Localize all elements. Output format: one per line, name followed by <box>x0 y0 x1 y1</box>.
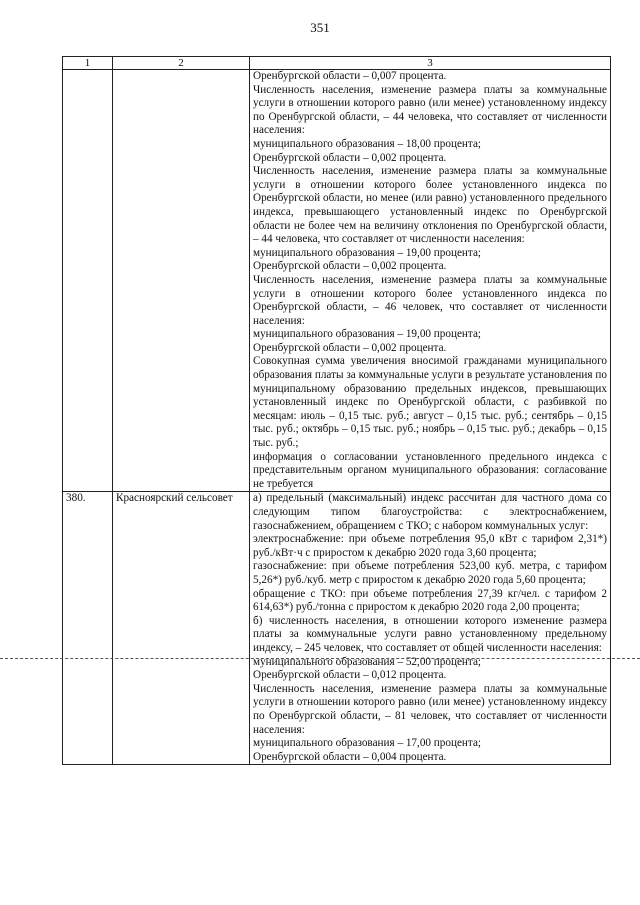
content-line: б) численность населения, в отношении которого изменение размера платы за коммунальные услуги равно установленному предельному индексу, – 245 человек, что составляет от общей численности населения: <box>253 614 607 654</box>
row-number-cell <box>63 70 113 492</box>
content-line: обращение с ТКО: при объеме потребления 27,39 кг/чел. с тарифом 2 614,63*) руб./тонна с приростом к декабрю 2020 года 2,00 процента; <box>253 587 607 614</box>
content-line: Оренбургской области – 0,007 процента. <box>253 70 447 82</box>
content-line: Численность населения, изменение размера платы за коммунальные услуги в отношении которого равно (или менее) установленному индексу по Оренбургской области, – 81 человек, что составляет от численности населения: <box>253 682 607 736</box>
header-col-2: 2 <box>113 57 250 70</box>
content-line: муниципального образования – 18,00 процента; <box>253 137 482 150</box>
content-line: муниципального образования – 17,00 процента; <box>253 737 482 750</box>
row-name-cell: Красноярский сельсовет <box>113 492 250 765</box>
header-row <box>63 57 611 70</box>
content-line: Численность населения, изменение размера платы за коммунальные услуги в отношении которого более установленного индекса по Оренбургской области, – 46 человек, что составляет от численности населения: <box>253 273 607 327</box>
content-line: Оренбургской области – 0,004 процента. <box>253 750 447 763</box>
header-col-3: 3 <box>250 57 611 70</box>
row-name-cell <box>113 70 250 492</box>
content-line: информация о согласовании установленного предельного индекса с представительным органом муниципального образования: согласование не требуется <box>253 450 607 490</box>
content-line: а) предельный (максимальный) индекс рассчитан для частного дома со следующим типом благоустройства: с электроснабжением, газоснабжением, обращением с ТКО; с набором коммунальных услуг: <box>253 492 607 532</box>
content-line: Оренбургской области – 0,002 процента. <box>253 341 447 354</box>
row-number-cell: 380. <box>63 492 113 765</box>
row-content-cell <box>250 492 611 765</box>
header-col-1: 1 <box>63 57 113 70</box>
content-line: Оренбургской области – 0,002 процента. <box>253 151 447 164</box>
content-line: муниципального образования – 19,00 процента; <box>253 328 482 341</box>
content-line: газоснабжение: при объеме потребления 523,00 куб. метра, с тарифом 5,26*) руб./куб. метр с приростом к декабрю 2020 года 5,60 процента; <box>253 560 607 586</box>
page-number: 351 <box>310 20 330 35</box>
content-line: Оренбургской области – 0,002 процента. <box>253 260 447 273</box>
content-line: электроснабжение: при объеме потребления 95,0 кВт с тарифом 2,31*) руб./кВт·ч с приростом к декабрю 2020 года 3,60 процента; <box>253 533 607 559</box>
content-line: муниципального образования – 19,00 процента; <box>253 246 482 259</box>
content-line: Численность населения, изменение размера платы за коммунальные услуги в отношении которого более установленного индекса по Оренбургской области, но менее (или равно) установленного предельного индекса, превышающего установленный индекс по Оренбургской области не более чем на величину отклонения по Оренбургской области, – 44 человека, что составляет от численности населения: <box>253 165 607 246</box>
content-line: Численность населения, изменение размера платы за коммунальные услуги в отношении которого равно (или менее) установленному индексу по Оренбургской области, – 44 человека, что составляет от численности населения: <box>253 83 607 137</box>
row-content-cell <box>250 70 611 492</box>
content-line: Совокупная сумма увеличения вносимой гражданами муниципального образования платы за коммунальные услуги в результате установления по муниципальному образованию предельных индексов, превышающих установленный индекс по Оренбургской области, с разбивкой по месяцам: июль – 0,15 тыс. руб.; август – 0,15 тыс. руб.; сентябрь – 0,15 тыс. руб.; октябрь – 0,15 тыс. руб.; ноябрь – 0,15 тыс. руб.; декабрь – 0,15 тыс. руб.; <box>253 355 607 450</box>
table-row-continued <box>63 70 611 492</box>
content-line: Оренбургской области – 0,012 процента. <box>253 669 447 682</box>
table-row-380 <box>63 492 611 765</box>
content-line: муниципального образования – 52,00 процента; <box>253 655 482 668</box>
scan-fold-line <box>0 658 640 659</box>
